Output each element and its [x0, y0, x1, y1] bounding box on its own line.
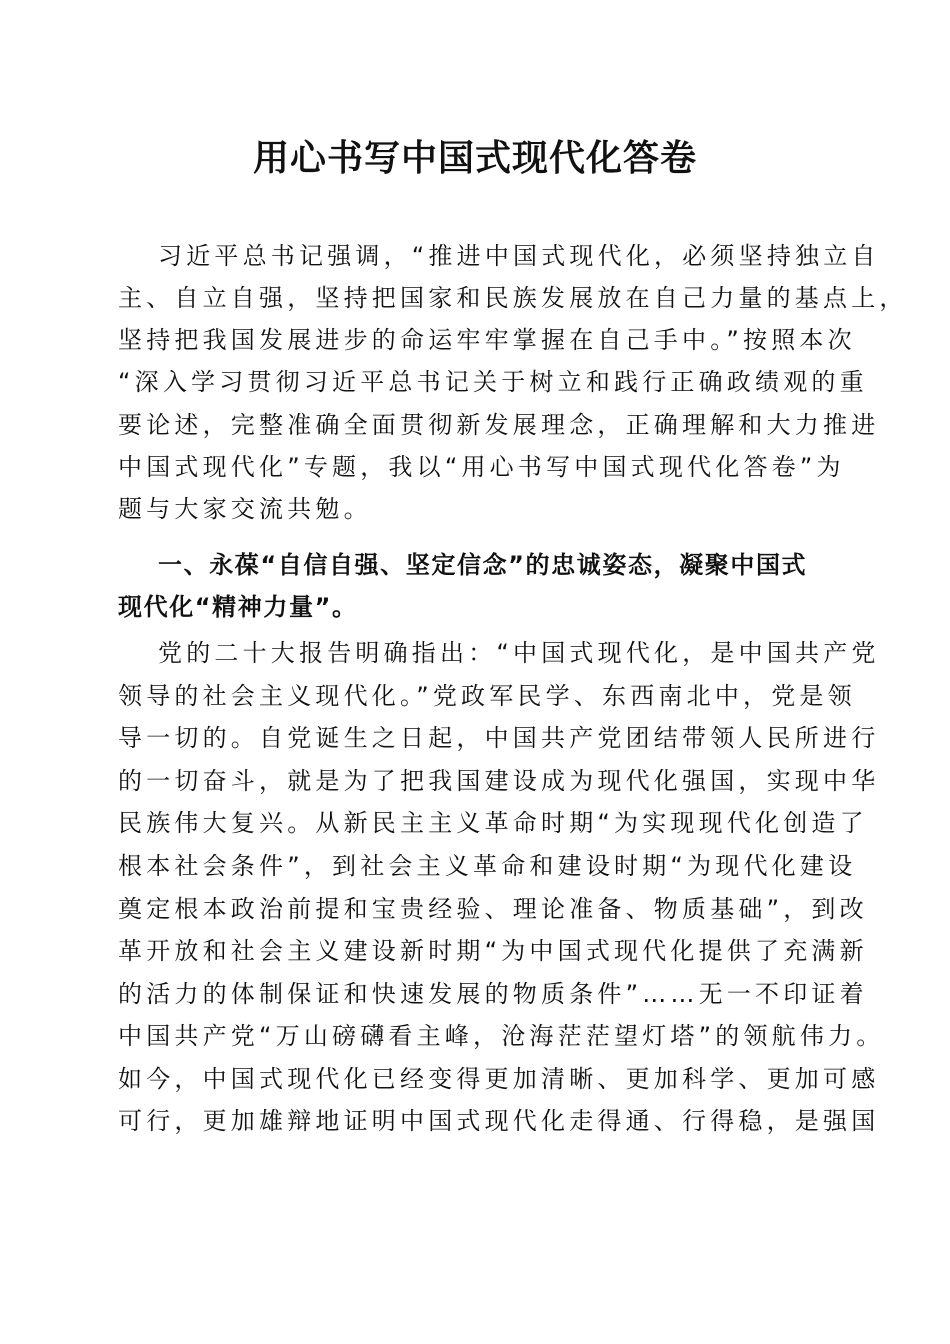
paragraph-line: 党的二十大报告明确指出：“中国式现代化，是中国共产党 — [158, 639, 880, 667]
section-heading-line: 一、永葆“自信自强、坚定信念”的忠诚姿态，凝聚中国式 — [158, 551, 808, 579]
paragraph-line: 如今，中国式现代化已经变得更加清晰、更加科学、更加可感 — [118, 1065, 880, 1093]
paragraph-line: 领导的社会主义现代化。”党政军民学、东西南北中，党是领 — [118, 682, 856, 710]
paragraph-line: 坚持把我国发展进步的命运牢牢掌握在自己手中。”按照本次 — [118, 326, 856, 354]
paragraph-line: 中国共产党“万山磅礴看主峰，沧海茫茫望灯塔”的领航伟力。 — [118, 1022, 885, 1050]
paragraph-line: “深入学习贯彻习近平总书记关于树立和践行正确政绩观的重 — [118, 368, 868, 396]
paragraph-line: 题与大家交流共勉。 — [118, 495, 372, 523]
paragraph-line: 根本社会条件”，到社会主义革命和建设时期“为现代化建设 — [118, 852, 857, 880]
paragraph-line: 导一切的。自党诞生之日起，中国共产党团结带领人民所进行 — [118, 724, 880, 752]
paragraph-line: 革开放和社会主义建设新时期“为中国式现代化提供了充满新 — [118, 937, 868, 965]
paragraph-line: 要论述，完整准确全面贯彻新发展理念，正确理解和大力推进 — [118, 411, 880, 439]
paragraph-line: 的活力的体制保证和快速发展的物质条件”……无一不印证着 — [118, 980, 868, 1008]
paragraph-line: 习近平总书记强调，“推进中国式现代化，必须坚持独立自 — [158, 242, 880, 270]
paragraph-line: 奠定根本政治前提和宝贵经验、理论准备、物质基础”，到改 — [118, 895, 868, 923]
section-heading-line: 现代化“精神力量”。 — [118, 593, 358, 621]
paragraph-line: 的一切奋斗，就是为了把我国建设成为现代化强国，实现中华 — [118, 767, 880, 795]
paragraph-line: 主、自立自强，坚持把国家和民族发展放在自己力量的基点上， — [118, 284, 908, 312]
paragraph-line: 民族伟大复兴。从新民主主义革命时期“为实现现代化创造了 — [118, 809, 868, 837]
paragraph-line: 可行，更加雄辩地证明中国式现代化走得通、行得稳，是强国 — [118, 1107, 880, 1135]
paragraph-line: 中国式现代化”专题，我以“用心书写中国式现代化答卷”为 — [118, 453, 845, 481]
document-title: 用心书写中国式现代化答卷 — [252, 137, 697, 179]
